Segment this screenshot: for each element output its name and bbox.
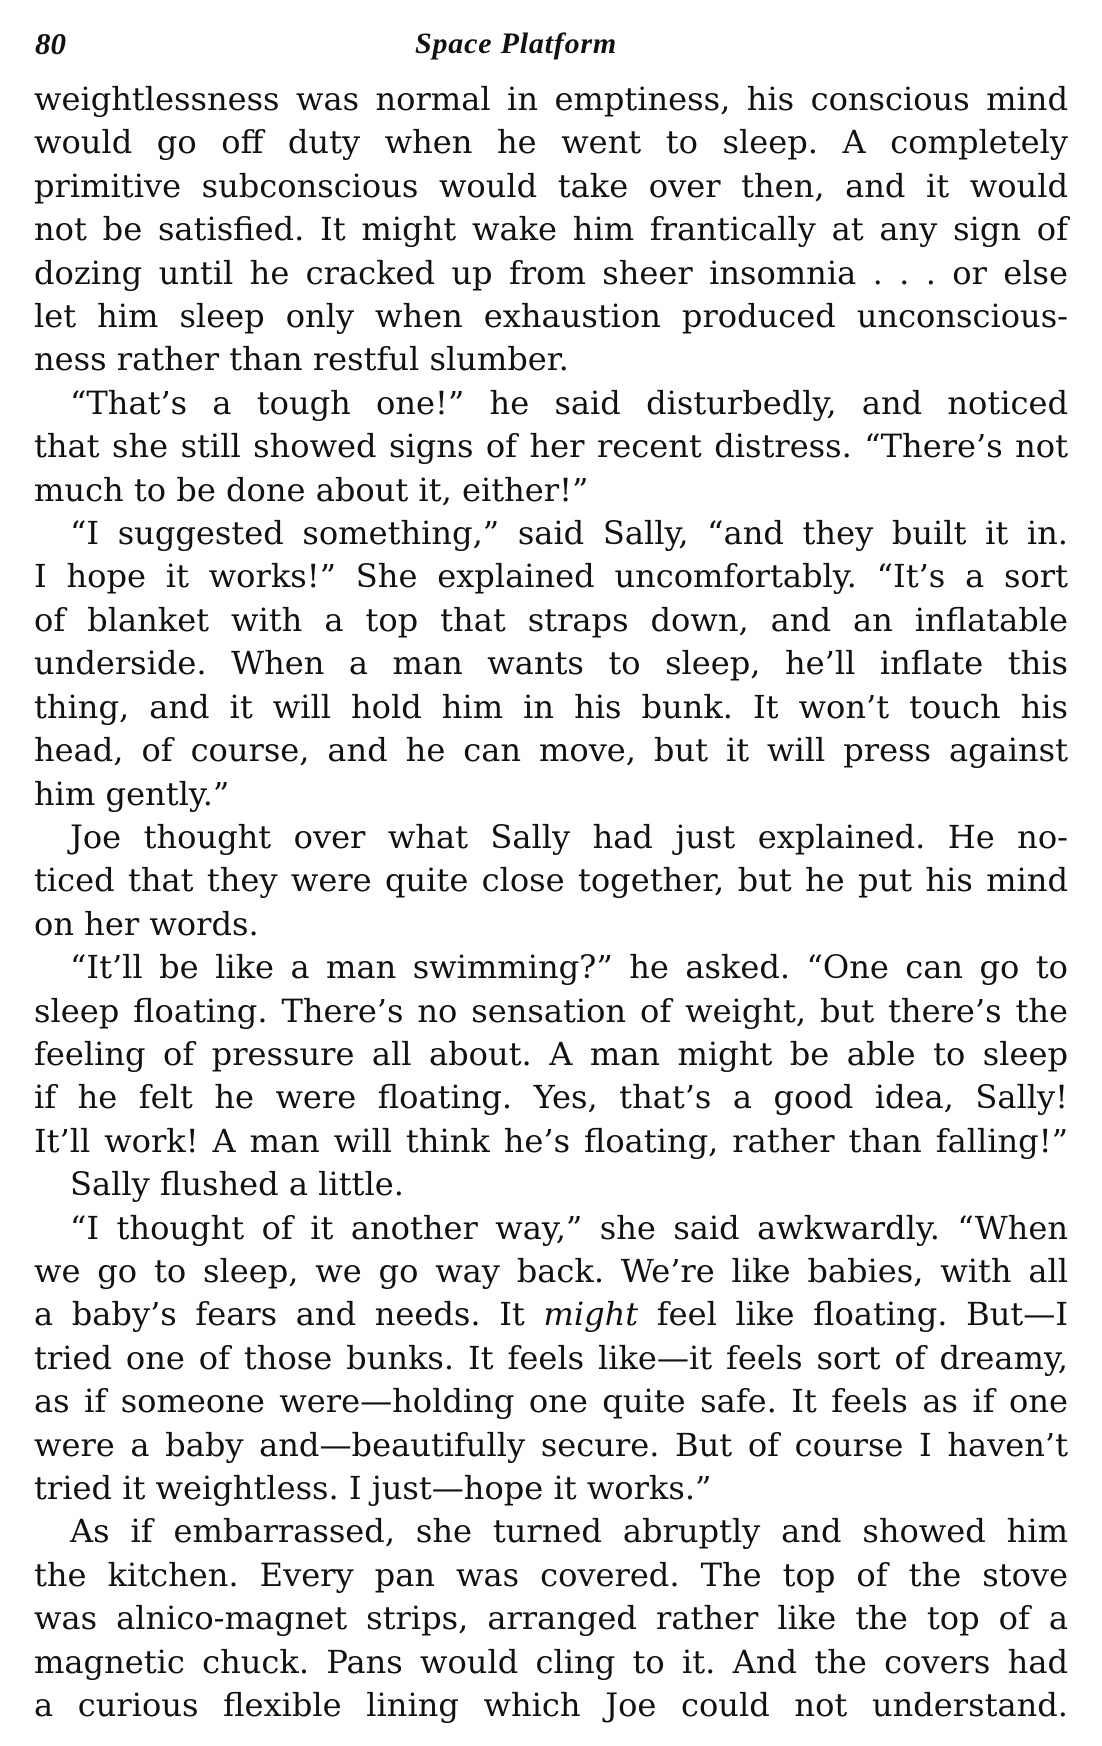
text-segment: feel like floating. But—I <box>638 1295 1069 1334</box>
emphasis-text: might <box>543 1295 639 1334</box>
text-line: him gently.” <box>34 774 230 813</box>
page-header <box>35 24 1075 68</box>
paragraph <box>34 382 1068 512</box>
text-line: primitive subconscious would take over then, and it would <box>34 166 1068 205</box>
text-line: let him sleep only when exhaustion produced unconscious- <box>34 297 1068 336</box>
paragraph <box>34 1207 1068 1511</box>
paragraph <box>34 1163 1068 1206</box>
text-line: I hope it works!” She explained uncomfortably. “It’s a sort <box>34 557 1068 596</box>
text-line: if he felt he were floating. Yes, that’s a good idea, Sally! <box>34 1078 1068 1117</box>
text-line: As if embarrassed, she turned abruptly and showed him <box>70 1512 1068 1551</box>
text-line: were a baby and—beautifully secure. But of course I haven’t <box>34 1425 1068 1464</box>
text-line: underside. When a man wants to sleep, he’ll inflate this <box>34 644 1068 683</box>
text-line: much to be done about it, either!” <box>34 470 589 509</box>
page-body <box>34 78 1068 1727</box>
text-line: magnetic chuck. Pans would cling to it. And the covers had <box>34 1642 1068 1681</box>
text-line: as if someone were—holding one quite safe. It feels as if one <box>34 1382 1068 1421</box>
text-line: dozing until he cracked up from sheer insomnia . . . or else <box>34 253 1068 292</box>
text-line: tried it weightless. I just—hope it works.” <box>34 1469 712 1507</box>
text-line: ticed that they were quite close together, but he put his mind <box>34 861 1068 900</box>
text-line: head, of course, and he can move, but it will press against <box>34 731 1068 770</box>
text-line: would go off duty when he went to sleep. A completely <box>34 123 1068 162</box>
paragraph <box>34 78 1068 382</box>
text-line: not be satisfied. It might wake him frantically at any sign of <box>34 210 1068 249</box>
text-line: “I thought of it another way,” she said awkwardly. “When <box>70 1208 1068 1247</box>
text-line: “It’ll be like a man swimming?” he asked. “One can go to <box>70 948 1068 987</box>
text-line: a curious flexible lining which Joe could not understand. <box>34 1686 1068 1725</box>
text-line: “I suggested something,” said Sally, “and they built it in. <box>70 514 1068 553</box>
page-number: 80 <box>35 26 66 61</box>
paragraph <box>34 512 1068 816</box>
text-line: feeling of pressure all about. A man might be able to sleep <box>34 1034 1068 1073</box>
text-line: was alnico-magnet strips, arranged rather like the top of a <box>34 1599 1068 1638</box>
text-line: ness rather than restful slumber. <box>34 340 569 379</box>
running-title: Space Platform <box>415 27 618 60</box>
text-line: weightlessness was normal in emptiness, his conscious mind <box>34 80 1068 118</box>
text-line: Sally flushed a little. <box>70 1165 404 1204</box>
text-line: we go to sleep, we go way back. We’re like babies, with all <box>34 1251 1068 1290</box>
text-line: It’ll work! A man will think he’s floating, rather than falling!” <box>34 1121 1068 1160</box>
text-line: the kitchen. Every pan was covered. The top of the stove <box>34 1555 1068 1594</box>
paragraph <box>34 1510 1068 1727</box>
text-line: sleep floating. There’s no sensation of weight, but there’s the <box>34 991 1068 1030</box>
text-line: Joe thought over what Sally had just explained. He no- <box>70 817 1068 856</box>
text-line: thing, and it will hold him in his bunk. It won’t touch his <box>34 687 1068 726</box>
text-line: of blanket with a top that straps down, and an inflatable <box>34 600 1068 639</box>
text-segment: a baby’s fears and needs. It <box>34 1295 544 1334</box>
text-line: that she still showed signs of her recent distress. “There’s not <box>34 427 1068 466</box>
paragraph <box>34 946 1068 1163</box>
text-line: tried one of those bunks. It feels like—it feels sort of dreamy, <box>34 1338 1068 1377</box>
text-line: “That’s a tough one!” he said disturbedly, and noticed <box>70 383 1068 422</box>
text-line: on her words. <box>34 904 259 943</box>
text-line-with-emphasis <box>34 1293 1068 1336</box>
paragraph <box>34 816 1068 946</box>
